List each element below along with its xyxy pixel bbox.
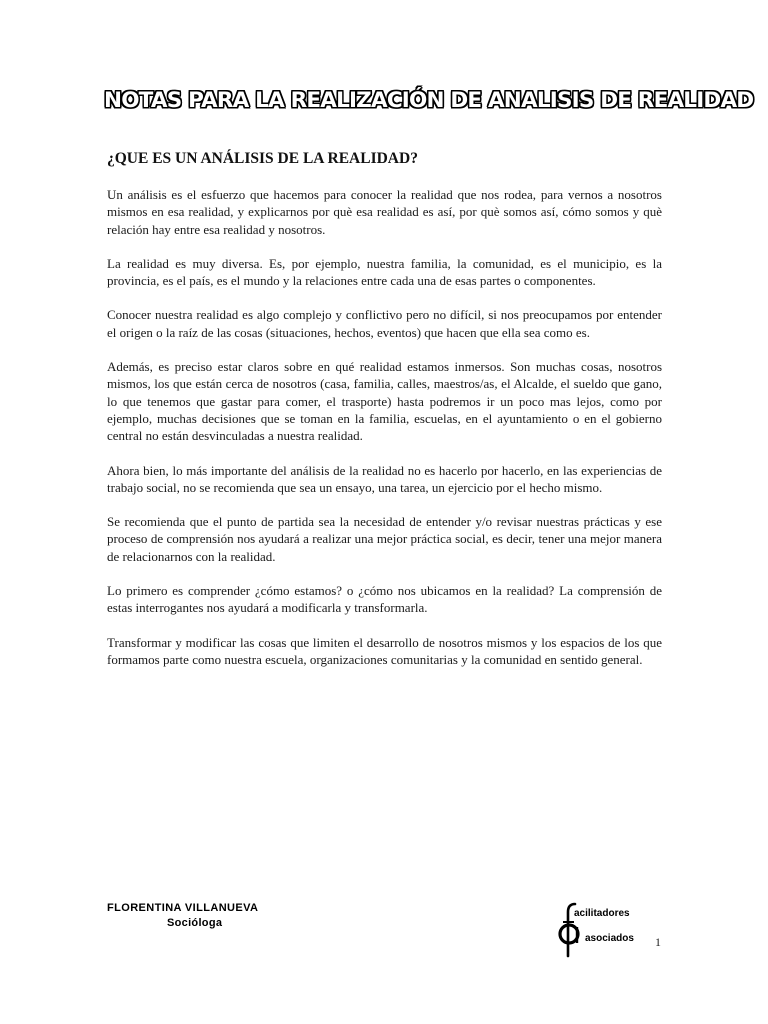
paragraph: Transformar y modificar las cosas que limiten el desarrollo de nosotros mismos y los espacios de los que formamos parte como nuestra escuela, organizaciones comunitarias y la comunidad en sentido general. xyxy=(107,634,662,667)
document-title: NOTAS PARA LA REALIZACIÓN DE ANALISIS DE REALIDAD xyxy=(104,88,754,113)
author-signature xyxy=(107,902,307,929)
author-role: Socióloga xyxy=(167,917,223,929)
paragraph: La realidad es muy diversa. Es, por ejemplo, nuestra familia, la comunidad, es el municipio, es la provincia, es el país, es el mundo y la relaciones entre cada una de esas partes o componentes. xyxy=(107,255,662,289)
paragraph: Lo primero es comprender ¿cómo estamos? o ¿cómo nos ubicamos en la realidad? La comprensión de estas interrogantes nos ayudará a modificarla y transformarla. xyxy=(107,583,662,616)
logo-text-line2: asociados xyxy=(585,933,634,944)
body-text xyxy=(107,186,662,685)
paragraph: Un análisis es el esfuerzo que hacemos para conocer la realidad que nos rodea, para vernos a nosotros mismos en esa realidad, y explicarnos por què esa realidad es así, por què somos así, cómo somos y què relación hay entre esa realidad y nosotros. xyxy=(107,187,662,237)
facilitadores-asociados-logo xyxy=(555,900,660,958)
author-name: FLORENTINA VILLANUEVA xyxy=(107,902,259,914)
paragraph: Ahora bien, lo más importante del análisis de la realidad no es hacerlo por hacerlo, en las experiencias de trabajo social, no se recomienda que sea un ensayo, una tarea, un ejercicio por el hecho mismo. xyxy=(107,462,662,495)
paragraph: Conocer nuestra realidad es algo complejo y conflictivo pero no difícil, si nos preocupamos por entender el origen o la raíz de las cosas (situaciones, hechos, eventos) que hacen que ella sea como es. xyxy=(107,307,662,340)
logo-text-line1: acilitadores xyxy=(574,908,630,919)
paragraph: Además, es preciso estar claros sobre en qué realidad estamos inmersos. Son muchas cosas, nosotros mismos, los que están cerca de nosotros (casa, familia, calles, maestros/as, el Alcalde, el sueldo que gano, lo que tenemos que gastar para comer, el trasporte) hasta podremos ir un poco mas lejos, como por ejemplo, muchas decisiones que se toman en la familia, escuelas, en el ayuntamiento o en el gobierno central no están desvinculadas a nuestra realidad. xyxy=(107,359,662,444)
page-number: 1 xyxy=(655,935,661,949)
paragraph: Se recomienda que el punto de partida sea la necesidad de entender y/o revisar nuestras prácticas y ese proceso de comprensión nos ayudará a realizar una mejor práctica social, es decir, tener una mejor manera de relacionarnos con la realidad. xyxy=(107,514,662,564)
section-heading: ¿QUE ES UN ANÁLISIS DE LA REALIDAD? xyxy=(107,150,418,167)
